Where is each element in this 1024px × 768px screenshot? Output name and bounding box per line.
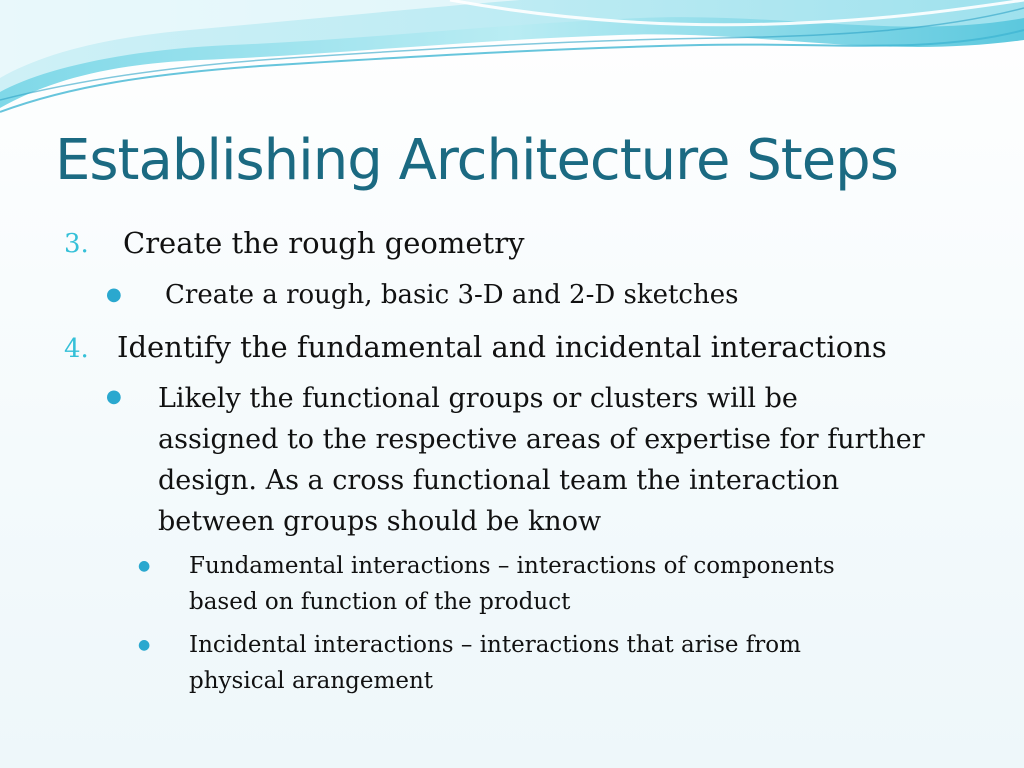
paragraph-line: Fundamental interactions – interactions of components (189, 553, 835, 579)
list-number: 3. (64, 229, 89, 259)
list-item-text: Create the rough geometry (123, 226, 525, 260)
bullet-icon: ● (138, 637, 151, 653)
slide-title: Establishing Architecture Steps (55, 128, 898, 193)
sub-item-text: Create a rough, basic 3-D and 2-D sketches (165, 280, 739, 310)
list-item-text: Identify the fundamental and incidental interactions (117, 330, 887, 364)
paragraph-line: based on function of the product (189, 589, 571, 615)
bullet-icon: ● (106, 386, 122, 407)
paragraph-line: assigned to the respective areas of expertise for further (158, 424, 925, 455)
subsub-item-paragraph (189, 627, 801, 699)
paragraph-line: physical arangement (189, 668, 433, 694)
paragraph-line: Likely the functional groups or clusters will be (158, 383, 798, 414)
bullet-icon: ● (106, 284, 122, 305)
paragraph-line: design. As a cross functional team the interaction (158, 465, 840, 496)
bullet-icon: ● (138, 558, 151, 574)
paragraph-line: Incidental interactions – interactions that arise from (189, 632, 801, 658)
list-number: 4. (64, 334, 89, 364)
sub-item-paragraph (158, 378, 925, 542)
wave-header-decoration (0, 0, 1024, 130)
paragraph-line: between groups should be know (158, 506, 602, 537)
subsub-item-paragraph (189, 548, 835, 620)
